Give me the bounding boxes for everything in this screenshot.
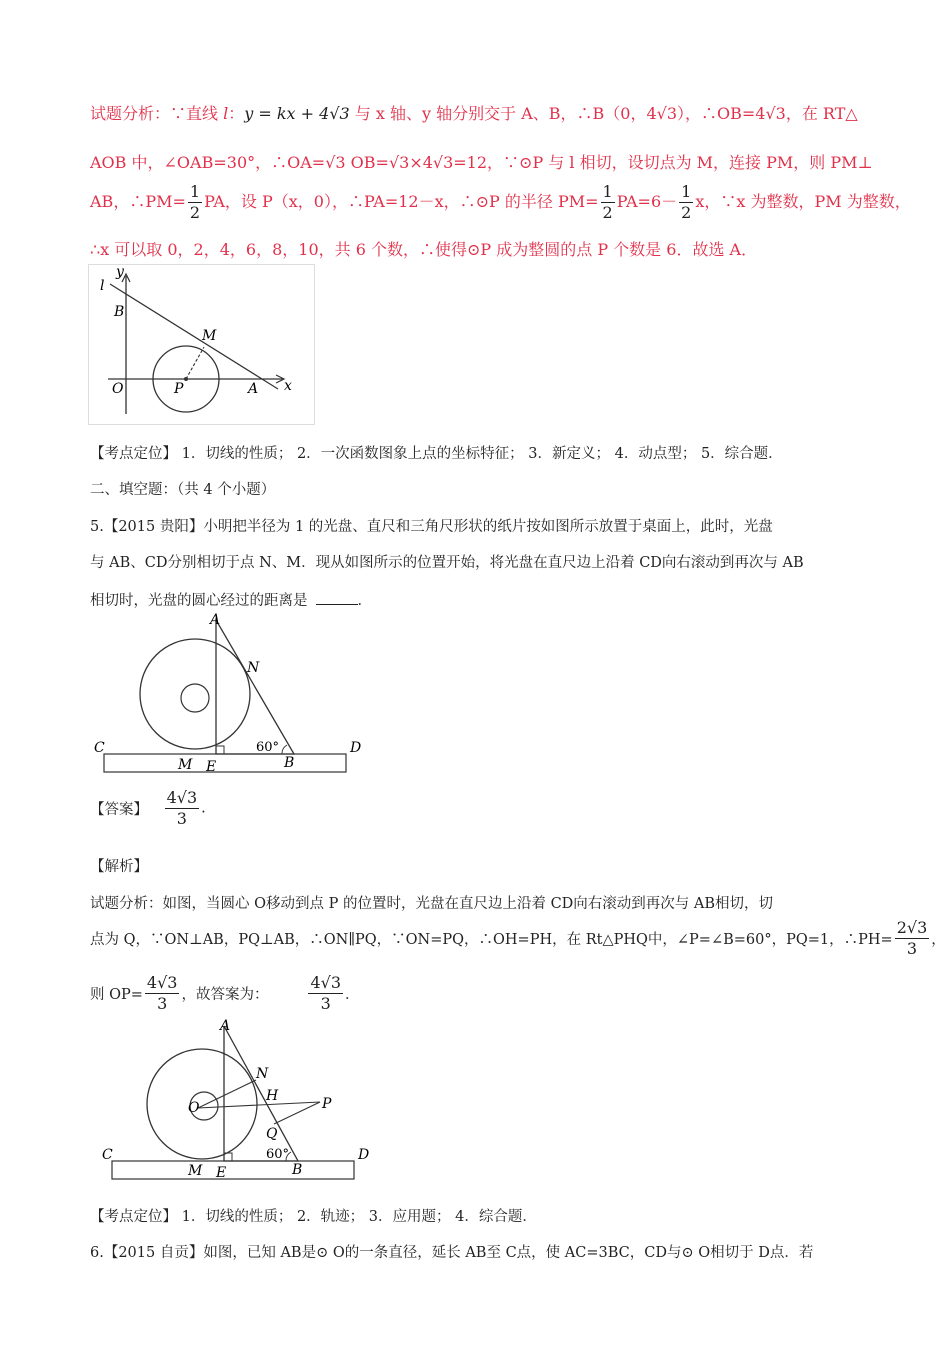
angle-arc: [282, 745, 287, 754]
kaodian-2: 【考点定位】 1．切线的性质； 2．轨迹； 3．应用题； 4．综合题．: [90, 1209, 537, 1225]
frac-den: 2: [681, 203, 692, 222]
frac-den: 2: [602, 203, 613, 222]
label-b: B: [292, 1162, 303, 1178]
op-fraction: [145, 975, 180, 1012]
label-m: M: [188, 1163, 203, 1179]
q6-line1: 6.【2015 自贡】如图，已知 AB是⊙ O的一条直径，延长 AB至 C点，使 AC=3BC，CD与⊙ O相切于 D点．若: [90, 1245, 814, 1261]
q5-end: ．: [357, 593, 372, 609]
label-m: M: [178, 757, 193, 773]
q5-line3: [90, 589, 372, 610]
frac-num: 4√3: [310, 973, 342, 992]
point-p: [184, 377, 188, 381]
analysis2-line2: [90, 920, 946, 957]
frac-den: 3: [157, 994, 168, 1013]
frac-num: 1: [189, 182, 201, 201]
label-c: C: [102, 1147, 113, 1163]
figure-1-frame: [89, 265, 315, 425]
line-l: [110, 284, 278, 389]
colon: ：: [228, 104, 245, 123]
answer-blank: [316, 604, 358, 605]
final-answer-fraction: [308, 975, 343, 1012]
ruler: [104, 754, 346, 772]
triangle-ruler: [216, 620, 294, 754]
ph-fraction: [895, 920, 930, 957]
frac-num: 1: [602, 182, 613, 201]
label-e: E: [216, 1165, 227, 1181]
label-angle-60: 60°: [256, 740, 280, 755]
label-o: O: [112, 381, 124, 397]
fraction-half-3: [679, 184, 693, 221]
analysis1-line3c: PA=6－: [616, 192, 678, 211]
figure-2-disc-ruler: [90, 612, 370, 777]
disc-outer: [140, 639, 250, 749]
analysis1-line3b: PA，设 P（x，0），∴PA=12－x，∴⊙P 的半径 PM=: [204, 192, 599, 211]
label-b: B: [284, 755, 295, 771]
fraction-half-1: [188, 184, 202, 221]
label-p: P: [174, 381, 184, 397]
frac-num: 1: [681, 182, 692, 201]
label-a: A: [248, 381, 259, 397]
label-e: E: [206, 759, 217, 775]
label-angle-60: 60°: [266, 1147, 290, 1162]
segment-op: [198, 1102, 320, 1108]
analysis1-line3: [90, 184, 911, 221]
jiexi-label: 【解析】: [90, 859, 148, 875]
analysis1-line1: [90, 101, 858, 124]
label-p: P: [322, 1096, 332, 1112]
analysis2-line3c: ．: [345, 987, 360, 1003]
disc-inner: [181, 684, 209, 712]
q5-line3-text: 相切时，光盘的圆心经过的距离是: [90, 593, 308, 609]
frac-num: 4√3: [166, 788, 198, 807]
label-a: A: [220, 1018, 231, 1034]
label-n: N: [247, 660, 260, 676]
analysis1-line3d: x，∵x 为整数，PM 为整数，: [695, 192, 911, 211]
label-q: Q: [266, 1126, 278, 1142]
frac-num: 4√3: [146, 973, 178, 992]
disc-outer: [147, 1049, 257, 1159]
frac-den: 3: [176, 809, 187, 828]
segment-pm: [186, 347, 204, 379]
label-m: M: [202, 328, 217, 344]
answer-line: [90, 790, 206, 827]
label-a: A: [210, 612, 221, 628]
label-c: C: [94, 740, 105, 756]
frac-num: 2√3: [896, 918, 928, 937]
label-o: O: [188, 1100, 200, 1116]
analysis1-line2: AOB 中，∠OAB=30°，∴OA=√3 OB=√3×4√3=12，∵⊙P 与 l 相切，设切点为 M，连接 PM，则 PM⊥: [90, 153, 873, 172]
frac-den: 3: [906, 939, 918, 958]
line-equation: y = kx + 4√3: [244, 104, 350, 123]
segment-pq: [274, 1102, 320, 1124]
segment-on: [198, 1080, 256, 1108]
q5-line2: 与 AB、CD分别相切于点 N、M．现从如图所示的位置开始，将光盘在直尺边上沿着 CD向右滚动到再次与 AB: [90, 555, 804, 571]
analysis1-line3a: AB，∴PM=: [90, 192, 186, 211]
analysis1-prefix: 试题分析：∵直线: [90, 104, 224, 123]
label-n: N: [256, 1066, 269, 1082]
triangle-ruler: [224, 1026, 298, 1161]
label-d: D: [350, 740, 362, 756]
q5-line1: 5.【2015 贵阳】小明把半径为 1 的光盘、直尺和三角尺形状的纸片按如图所示放置于桌面上，此时，光盘: [90, 519, 773, 535]
analysis2-line1: 试题分析：如图，当圆心 O移动到点 P 的位置时，光盘在直尺边上沿着 CD向右滚动到再次与 AB相切，切: [90, 896, 774, 912]
analysis1-line1-text: 与 x 轴、y 轴分别交于 A、B，∴B（0，4√3），∴OB=4√3，在 RT△: [349, 104, 858, 123]
label-x: x: [284, 378, 292, 394]
analysis2-line3b: ，故答案为：: [181, 987, 269, 1003]
frac-den: 2: [189, 203, 201, 222]
answer-end: .: [201, 800, 206, 817]
analysis2-line3: [90, 975, 360, 1012]
analysis1-line4: ∴x 可以取 0，2，4，6，8，10，共 6 个数，∴使得⊙P 成为整圆的点 P 个数是 6．故选 A．: [90, 240, 758, 259]
label-y: y: [116, 264, 124, 280]
answer-fraction: [165, 790, 200, 827]
label-h: H: [266, 1088, 279, 1104]
analysis2-line2-text: 点为 Q，∵ON⊥AB，PQ⊥AB，∴ON∥PQ，∵ON=PQ，∴OH=PH，在 Rt△PHQ中，∠P=∠B=60°，PQ=1，∴PH=: [90, 932, 893, 948]
line-l-symbol: l: [223, 104, 229, 123]
kaodian-1: 【考点定位】 1．切线的性质； 2．一次函数图象上点的坐标特征； 3．新定义； 4．动点型； 5．综合题．: [90, 446, 783, 462]
fraction-half-2: [601, 184, 615, 221]
answer-label: 【答案】: [90, 802, 148, 818]
frac-den: 3: [320, 994, 331, 1013]
right-angle-mark: [216, 746, 224, 754]
figure-1-tangent-circle: [88, 264, 316, 426]
label-d: D: [358, 1147, 370, 1163]
analysis2-line3a: 则 OP=: [90, 987, 143, 1003]
label-b: B: [114, 304, 125, 320]
section-2-title: 二、填空题：（共 4 个小题）: [90, 482, 276, 498]
figure-3-solution: [96, 1016, 386, 1184]
label-l: l: [100, 278, 105, 294]
ph-end: ，: [931, 932, 946, 948]
ruler: [112, 1161, 354, 1179]
